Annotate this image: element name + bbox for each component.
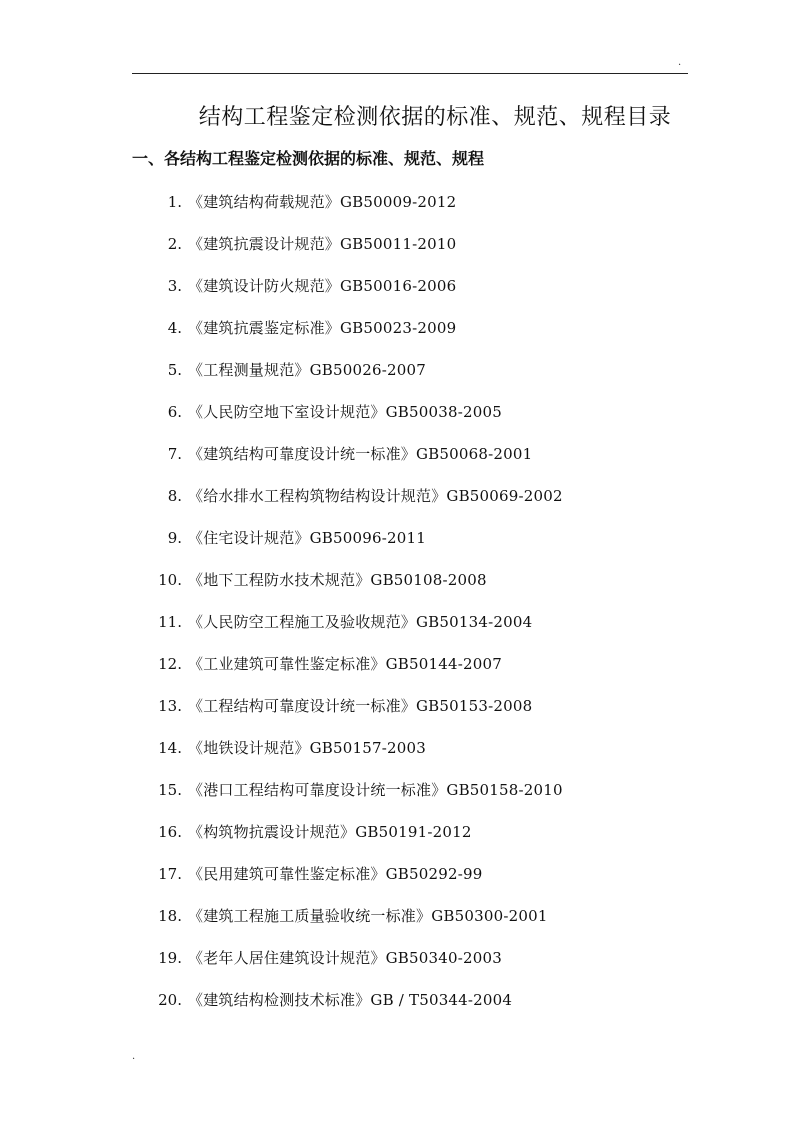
list-item <box>0 189 800 231</box>
section-heading: 一、各结构工程鉴定检测依据的标准、规范、规程 <box>132 149 485 168</box>
list-item-text: 《民用建筑可靠性鉴定标准》GB50292-99 <box>188 865 483 883</box>
footer-corner-mark: . <box>132 1051 136 1062</box>
list-item-text: 《老年人居住建筑设计规范》GB50340-2003 <box>188 949 502 967</box>
list-item-text: 《港口工程结构可靠度设计统一标准》GB50158-2010 <box>188 781 563 799</box>
header-corner-mark: . <box>678 57 682 68</box>
list-item-text: 《建筑设计防火规范》GB50016-2006 <box>188 277 457 295</box>
list-item-number: 12. <box>158 655 182 673</box>
list-item-number: 2. <box>167 235 182 253</box>
list-item-number: 8. <box>167 487 182 505</box>
list-item-number: 15. <box>158 781 182 799</box>
list-item-text: 《住宅设计规范》GB50096-2011 <box>188 529 426 547</box>
list-item-text: 《建筑抗震设计规范》GB50011-2010 <box>188 235 457 253</box>
list-item-number: 1. <box>167 193 182 211</box>
list-item <box>0 693 800 735</box>
list-item <box>0 819 800 861</box>
list-item-text: 《建筑结构可靠度设计统一标准》GB50068-2001 <box>188 445 533 463</box>
list-item <box>0 399 800 441</box>
list-item-text: 《建筑结构荷载规范》GB50009-2012 <box>188 193 457 211</box>
list-item-text: 《工程测量规范》GB50026-2007 <box>188 361 426 379</box>
list-item-number: 4. <box>167 319 182 337</box>
list-item-number: 17. <box>158 865 182 883</box>
list-item-text: 《人民防空地下室设计规范》GB50038-2005 <box>188 403 502 421</box>
list-item <box>0 987 800 1029</box>
list-item <box>0 861 800 903</box>
list-item <box>0 441 800 483</box>
list-item-number: 11. <box>158 613 182 631</box>
list-item <box>0 525 800 567</box>
list-item-number: 9. <box>167 529 182 547</box>
list-item-text: 《给水排水工程构筑物结构设计规范》GB50069-2002 <box>188 487 563 505</box>
list-item-number: 3. <box>167 277 182 295</box>
list-item-number: 19. <box>158 949 182 967</box>
list-item <box>0 777 800 819</box>
list-item <box>0 315 800 357</box>
list-item-number: 20. <box>158 991 182 1009</box>
list-item-number: 14. <box>158 739 182 757</box>
list-item <box>0 945 800 987</box>
standards-list <box>0 189 800 1029</box>
list-item-text: 《工程结构可靠度设计统一标准》GB50153-2008 <box>188 697 533 715</box>
list-item-number: 13. <box>158 697 182 715</box>
list-item-number: 5. <box>167 361 182 379</box>
list-item <box>0 483 800 525</box>
list-item-text: 《地铁设计规范》GB50157-2003 <box>188 739 426 757</box>
list-item <box>0 735 800 777</box>
list-item-number: 16. <box>158 823 182 841</box>
list-item-number: 6. <box>167 403 182 421</box>
document-title: 结构工程鉴定检测依据的标准、规范、规程目录 <box>198 105 672 130</box>
list-item <box>0 567 800 609</box>
list-item <box>0 273 800 315</box>
list-item-text: 《人民防空工程施工及验收规范》GB50134-2004 <box>188 613 533 631</box>
header-rule <box>132 73 688 74</box>
list-item <box>0 651 800 693</box>
list-item-text: 《工业建筑可靠性鉴定标准》GB50144-2007 <box>188 655 502 673</box>
list-item <box>0 231 800 273</box>
list-item-number: 10. <box>158 571 182 589</box>
list-item-number: 7. <box>167 445 182 463</box>
list-item-number: 18. <box>158 907 182 925</box>
list-item-text: 《建筑结构检测技术标准》GB / T50344-2004 <box>188 991 513 1009</box>
list-item-text: 《构筑物抗震设计规范》GB50191-2012 <box>188 823 472 841</box>
list-item-text: 《地下工程防水技术规范》GB50108-2008 <box>188 571 487 589</box>
list-item-text: 《建筑工程施工质量验收统一标准》GB50300-2001 <box>188 907 548 925</box>
list-item <box>0 609 800 651</box>
list-item-text: 《建筑抗震鉴定标准》GB50023-2009 <box>188 319 457 337</box>
list-item <box>0 903 800 945</box>
list-item <box>0 357 800 399</box>
